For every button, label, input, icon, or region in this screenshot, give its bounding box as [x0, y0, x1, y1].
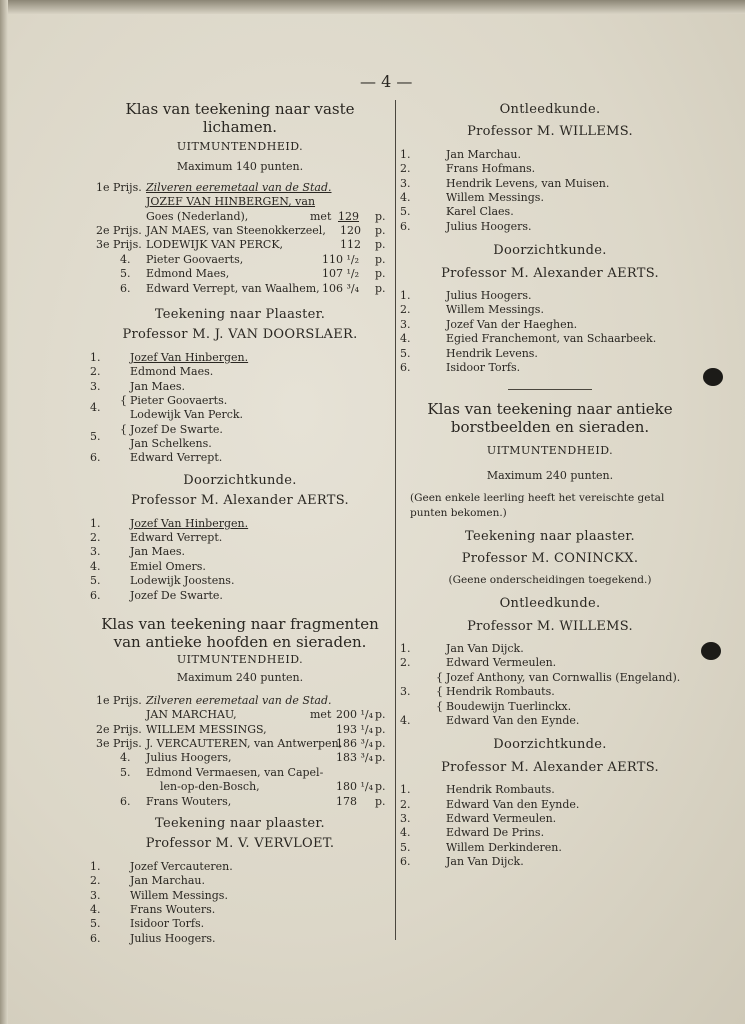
subject-heading: Ontleedkunde.	[499, 102, 601, 117]
list-number: 4.	[90, 400, 101, 414]
list-name: Isidoor Torfs.	[130, 917, 205, 931]
list-item	[90, 889, 390, 903]
page-number: — 4 —	[360, 72, 413, 91]
list-number: 1.	[90, 350, 101, 364]
professor-name: Professor M. Alexander AERTS.	[131, 493, 349, 509]
list-item	[90, 560, 390, 574]
prize-points: 106 ³/₄	[322, 281, 360, 295]
prize-points: 200 ¹/₄	[336, 708, 374, 722]
prize-row	[90, 694, 390, 708]
prize-label: 4.	[120, 751, 131, 765]
list-name: Hendrik Levens.	[446, 346, 538, 360]
prize-points: 110 ¹/₂	[322, 252, 360, 266]
list-item	[400, 318, 700, 332]
prize-label: 4.	[120, 252, 131, 266]
list-number: 4.	[400, 190, 411, 204]
prize-points: 120	[340, 223, 361, 237]
prize-place: Goes (Nederland),	[146, 209, 249, 223]
list-name: Jan Maes.	[130, 545, 186, 559]
list-item	[400, 826, 700, 840]
list-name: Lodewijk Van Perck.	[130, 408, 244, 422]
prize-points: 180 ¹/₄	[336, 780, 374, 794]
prize-points: 178	[336, 794, 357, 808]
list-name: Jan Maes.	[130, 379, 186, 393]
list-name: Egied Franchemont, van Schaarbeek.	[446, 332, 657, 346]
list-name: Willem Messings.	[130, 888, 228, 902]
prize-rows	[90, 224, 390, 296]
list-name: Boudewijn Tuerlinckx.	[446, 699, 572, 713]
list-number: 5.	[400, 205, 411, 219]
note-line: (Geen enkele leerling heeft het vereischte getal	[410, 492, 665, 505]
list-item	[90, 545, 390, 559]
prize-label: 5.	[120, 765, 131, 779]
prize-points: 183 ³/₄	[336, 751, 374, 765]
list-number: 6.	[90, 451, 101, 465]
prize-row	[90, 751, 390, 765]
ranking-list	[400, 642, 700, 728]
list-name: Frans Wouters.	[130, 902, 216, 916]
prize-name: Edmond Vermaesen, van Capel-	[146, 765, 324, 779]
list-name: Hendrik Rombauts.	[446, 783, 555, 797]
list-name: Julius Hoogers.	[446, 288, 532, 302]
list-number: 2.	[400, 162, 411, 176]
list-item	[90, 393, 390, 414]
points-unit: p.	[375, 708, 386, 722]
prize-label: 2e Prijs.	[96, 223, 142, 237]
list-name: Jozef Vercauteren.	[130, 859, 233, 873]
left-column	[90, 100, 390, 946]
list-name: Jan Marchau.	[130, 874, 206, 888]
list-item	[400, 220, 700, 234]
list-name: Edward Verrept.	[130, 451, 223, 465]
prize-row	[90, 224, 390, 238]
prize-row	[90, 238, 390, 252]
list-number: 4.	[90, 902, 101, 916]
list-item	[90, 531, 390, 545]
list-number: 3.	[400, 811, 411, 825]
list-number: 1.	[400, 288, 411, 302]
prize-list	[90, 694, 390, 809]
prize-points: 112	[340, 238, 361, 252]
list-item	[90, 932, 390, 946]
uitmuntendheid-heading: UITMUNTENDHEID.	[486, 444, 614, 458]
list-number: 1.	[400, 641, 411, 655]
right-column	[400, 103, 700, 869]
list-item	[90, 903, 390, 917]
list-item	[90, 917, 390, 931]
section-title: Klas van teekening naar fragmenten	[101, 615, 379, 634]
list-name: Isidoor Torfs.	[446, 360, 521, 374]
points-unit: p.	[375, 780, 386, 794]
ranking-list	[400, 289, 700, 375]
list-item	[90, 517, 390, 531]
subject-heading: Teekening naar plaaster.	[465, 528, 635, 544]
list-number: 1.	[400, 147, 411, 161]
list-name: Julius Hoogers.	[130, 931, 216, 945]
list-number: 3.	[400, 685, 411, 699]
prize-name: Frans Wouters,	[146, 794, 232, 808]
points-unit: p.	[375, 751, 386, 765]
section-title: Klas van teekening naar antieke	[427, 400, 673, 419]
prize-points: 193 ¹/₄	[336, 722, 374, 736]
prize-name-line2: len-op-den-Bosch,	[160, 780, 260, 794]
points-unit: p.	[375, 267, 386, 281]
list-number: 3.	[400, 317, 411, 331]
list-number: 5.	[90, 917, 101, 931]
list-item	[90, 589, 390, 603]
list-number: 3.	[90, 545, 101, 559]
list-item	[400, 656, 700, 670]
list-name: Edward Vermeulen.	[446, 656, 557, 670]
list-number: 4.	[400, 713, 411, 727]
list-name: Jan Marchau.	[446, 147, 522, 161]
section-separator	[508, 389, 592, 390]
professor-name: Professor M. CONINCKX.	[461, 551, 639, 567]
list-item	[400, 783, 700, 797]
list-number: 2.	[90, 531, 101, 545]
maximum-points: Maximum 140 punten.	[176, 160, 304, 174]
prize-met: met	[310, 209, 332, 223]
list-name: Jan Van Dijck.	[446, 855, 524, 869]
prize-label: 3e Prijs.	[96, 737, 142, 751]
column-divider	[395, 100, 396, 940]
prize-medal: Zilveren eeremetaal van de Stad.	[146, 180, 332, 194]
list-name: Jozef De Swarte.	[130, 588, 223, 602]
list-item	[400, 798, 700, 812]
points-unit: p.	[375, 238, 386, 252]
subject-heading: Doorzichtkunde.	[183, 472, 297, 488]
prize-row	[90, 795, 390, 809]
list-item	[90, 408, 390, 422]
points-unit: p.	[375, 737, 386, 751]
section-title: Klas van teekening naar vaste lichamen.	[125, 100, 355, 136]
prize-label: 5.	[120, 267, 131, 281]
note	[400, 491, 700, 520]
professor-name: Professor M. J. VAN DOORSLAER.	[122, 327, 358, 343]
list-name: Pieter Goovaerts.	[130, 393, 228, 407]
brace-icon: {	[120, 393, 127, 407]
list-name: Edward Van den Eynde.	[446, 797, 580, 811]
prize-name: J. VERCAUTEREN, van Antwerpen,	[146, 737, 343, 751]
prize-points: 186 ³/₄	[336, 737, 374, 751]
brace-icon: {	[120, 422, 127, 436]
list-name: Emiel Omers.	[130, 559, 206, 573]
list-item	[90, 365, 390, 379]
prize-label: 2e Prijs.	[96, 722, 142, 736]
punch-hole-icon	[703, 368, 723, 386]
list-item	[400, 347, 700, 361]
ranking-list	[400, 148, 700, 234]
list-item	[90, 422, 390, 443]
prize-points: 107 ¹/₂	[322, 267, 360, 281]
prize-name: JAN MARCHAU,	[146, 708, 237, 722]
list-item	[400, 162, 700, 176]
section-title-line2: van antieke hoofden en sieraden.	[113, 633, 367, 652]
list-number: 1.	[90, 859, 101, 873]
prize-row	[90, 766, 390, 780]
list-item	[90, 351, 390, 365]
list-name: Lodewijk Joostens.	[130, 574, 235, 588]
list-item	[400, 303, 700, 317]
list-item	[400, 177, 700, 191]
list-number: 6.	[400, 855, 411, 869]
list-item	[400, 855, 700, 869]
list-item	[400, 812, 700, 826]
subject-heading: Ontleedkunde.	[499, 596, 601, 612]
ranking-list	[90, 517, 390, 603]
prize-row	[90, 737, 390, 751]
prize-label: 6.	[120, 281, 131, 295]
list-item	[400, 841, 700, 855]
points-unit: p.	[375, 281, 386, 295]
list-name: Jan Schelkens.	[130, 437, 212, 451]
prize-met: met	[310, 708, 332, 722]
list-name: Edmond Maes.	[130, 365, 214, 379]
list-item	[90, 860, 390, 874]
prize-label: 1e Prijs.	[96, 693, 142, 707]
prize-row	[90, 282, 390, 296]
list-number: 5.	[90, 574, 101, 588]
prize-row	[90, 708, 390, 722]
list-name: Edward Van den Eynde.	[446, 713, 580, 727]
maximum-points: Maximum 240 punten.	[176, 671, 304, 685]
list-number: 6.	[400, 360, 411, 374]
uitmuntendheid-heading: UITMUNTENDHEID.	[176, 653, 304, 667]
prize-name: Julius Hoogers,	[146, 751, 232, 765]
subject-heading: Teekening naar Plaaster.	[154, 306, 326, 322]
list-name: Julius Hoogers.	[446, 219, 532, 233]
list-name: Jozef Van der Haeghen.	[446, 317, 578, 331]
prize-name: JOZEF VAN HINBERGEN, van	[146, 195, 316, 209]
list-name: Willem Derkinderen.	[446, 840, 562, 854]
list-name: Jozef Van Hinbergen.	[130, 516, 249, 530]
prize-name: WILLEM MESSINGS,	[146, 722, 267, 736]
prize-row	[90, 253, 390, 267]
list-number: 1.	[400, 783, 411, 797]
list-number: 3.	[400, 176, 411, 190]
brace-icon: {	[436, 685, 443, 699]
professor-name: Professor M. V. VERVLOET.	[145, 836, 335, 852]
maximum-points: Maximum 240 punten.	[486, 468, 614, 482]
list-name: Willem Messings.	[446, 190, 544, 204]
prize-label: 1e Prijs.	[96, 180, 142, 194]
ranking-list	[90, 351, 390, 466]
list-item	[90, 451, 390, 465]
list-item	[400, 671, 700, 685]
list-name: Hendrik Rombauts.	[446, 685, 555, 699]
prize-row	[90, 267, 390, 281]
paper-edge-left	[0, 0, 8, 1024]
list-number: 3.	[90, 888, 101, 902]
prize-medal: Zilveren eeremetaal van de Stad.	[146, 693, 332, 707]
prize-row	[90, 780, 390, 794]
list-item	[400, 714, 700, 728]
brace-icon: {	[436, 699, 443, 713]
list-number: 3.	[90, 379, 101, 393]
note-line: punten bekomen.)	[410, 506, 507, 519]
list-name: Edward Verrept.	[130, 531, 223, 545]
prize-name: Pieter Goovaerts,	[146, 252, 244, 266]
brace-icon: {	[436, 670, 443, 684]
list-name: Edward Vermeulen.	[446, 811, 557, 825]
list-name: Jan Van Dijck.	[446, 641, 524, 655]
prize-name: LODEWIJK VAN PERCK,	[146, 238, 284, 252]
prize-row	[90, 210, 390, 224]
list-number: 5.	[400, 840, 411, 854]
prize-row	[90, 723, 390, 737]
prize-name: JAN MAES, van Steenokkerzeel,	[146, 223, 326, 237]
professor-name: Professor M. Alexander AERTS.	[441, 265, 659, 281]
prize-list	[90, 181, 390, 296]
list-name: Jozef Anthony, van Cornwallis (Engeland).	[446, 670, 681, 684]
list-item	[400, 148, 700, 162]
list-item	[400, 332, 700, 346]
list-item	[400, 642, 700, 656]
uitmuntendheid-heading: UITMUNTENDHEID.	[176, 140, 304, 153]
list-number: 5.	[90, 429, 101, 443]
list-name: Willem Messings.	[446, 303, 544, 317]
list-number: 2.	[400, 656, 411, 670]
list-number: 2.	[400, 797, 411, 811]
prize-name: Edward Verrept, van Waalhem,	[146, 281, 320, 295]
ranking-list	[90, 860, 390, 946]
prize-row	[90, 181, 390, 195]
points-unit: p.	[375, 794, 386, 808]
list-number: 6.	[400, 219, 411, 233]
list-item	[400, 205, 700, 219]
subject-heading: Teekening naar plaaster.	[155, 815, 325, 831]
section-title-line2: borstbeelden en sieraden.	[450, 418, 650, 437]
professor-name: Professor M. Alexander AERTS.	[441, 759, 659, 775]
list-item	[400, 685, 700, 699]
subject-heading: Doorzichtkunde.	[493, 243, 607, 259]
list-item	[90, 437, 390, 451]
prize-label: 3e Prijs.	[96, 238, 142, 252]
list-item	[400, 361, 700, 375]
list-item	[400, 191, 700, 205]
list-number: 4.	[400, 826, 411, 840]
prize-points: 129	[338, 209, 359, 223]
list-number: 4.	[90, 559, 101, 573]
prize-row	[90, 195, 390, 209]
list-name: Jozef Van Hinbergen.	[130, 350, 249, 364]
list-number: 6.	[90, 931, 101, 945]
professor-name: Professor M. WILLEMS.	[467, 618, 633, 634]
list-number: 4.	[400, 332, 411, 346]
list-name: Karel Claes.	[446, 205, 514, 219]
note: (Geene onderscheidingen toegekend.)	[448, 573, 652, 586]
paper-edge-top	[0, 0, 745, 14]
points-unit: p.	[375, 209, 386, 223]
points-unit: p.	[375, 223, 386, 237]
punch-hole-icon	[701, 642, 721, 660]
subject-heading: Doorzichtkunde.	[493, 737, 607, 753]
prize-name: Edmond Maes,	[146, 267, 230, 281]
list-number: 1.	[90, 516, 101, 530]
list-name: Jozef De Swarte.	[130, 422, 223, 436]
list-number: 2.	[90, 365, 101, 379]
list-number: 6.	[90, 588, 101, 602]
list-number: 2.	[90, 874, 101, 888]
ranking-list	[400, 783, 700, 869]
list-item	[400, 289, 700, 303]
list-item	[90, 574, 390, 588]
list-item	[90, 874, 390, 888]
points-unit: p.	[375, 252, 386, 266]
list-item	[400, 700, 700, 714]
points-unit: p.	[375, 722, 386, 736]
list-number: 2.	[400, 303, 411, 317]
list-name: Frans Hofmans.	[446, 162, 536, 176]
list-item	[90, 380, 390, 394]
professor-name: Professor M. WILLEMS.	[467, 124, 633, 140]
list-number: 5.	[400, 346, 411, 360]
list-name: Hendrik Levens, van Muisen.	[446, 176, 610, 190]
prize-label: 6.	[120, 794, 131, 808]
list-name: Edward De Prins.	[446, 826, 545, 840]
